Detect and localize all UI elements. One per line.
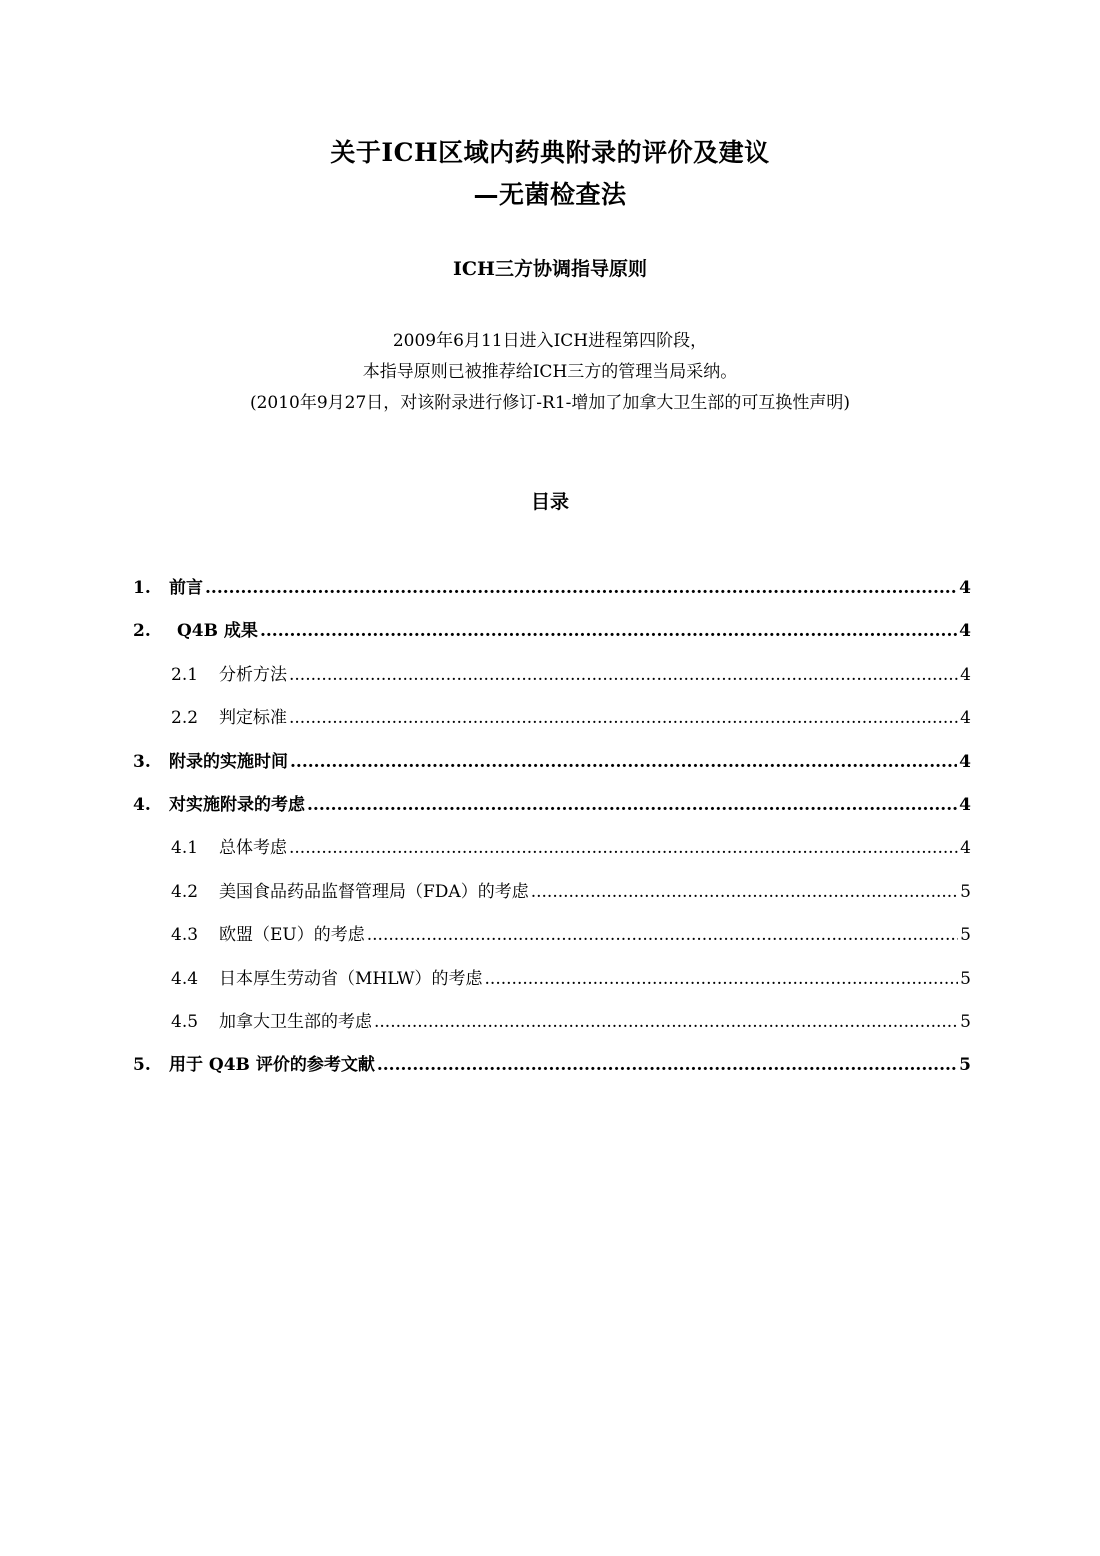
toc-entry-number: 4.2 xyxy=(171,881,199,902)
toc-entry-title: 前言 xyxy=(169,578,203,598)
toc-entry-title: 判定标准 xyxy=(219,708,287,729)
toc-dot-leader xyxy=(289,831,958,865)
toc-entry-3[interactable] xyxy=(133,745,971,788)
toc-entry-page: 5 xyxy=(959,1055,971,1076)
toc-entry-page: 4 xyxy=(960,708,971,729)
stage-line-2: 本指导原则已被推荐给ICH三方的管理当局采纳。 xyxy=(362,362,738,382)
toc-dot-leader xyxy=(205,571,957,605)
toc-entry-number: 4.1 xyxy=(171,838,199,859)
toc-entry-4-4[interactable] xyxy=(133,962,971,1005)
stage-statement xyxy=(0,326,1100,419)
toc-entry-number: 4.3 xyxy=(171,925,199,946)
toc-entry-number: 4. xyxy=(133,794,151,815)
toc-entry-page: 4 xyxy=(960,838,971,859)
stage-line-1: 2009年6月11日进入ICH进程第四阶段， xyxy=(392,331,708,351)
toc-entry-title: Q4B 成果 xyxy=(177,621,258,642)
table-of-contents xyxy=(133,571,971,1092)
toc-entry-2-2[interactable] xyxy=(133,701,971,744)
toc-dot-leader xyxy=(307,788,957,822)
toc-entry-number: 5. xyxy=(133,1055,151,1076)
toc-entry-2-1[interactable] xyxy=(133,658,971,701)
toc-entry-title: 附录的实施时间 xyxy=(169,751,288,772)
toc-entry-page: 5 xyxy=(960,968,971,989)
toc-entry-title: 美国食品药品监督管理局（FDA）的考虑 xyxy=(219,881,529,902)
toc-entry-1[interactable] xyxy=(133,571,971,614)
toc-entry-number: 4.5 xyxy=(171,1011,199,1032)
toc-entry-number: 3. xyxy=(133,751,151,772)
title-line-1: 关于ICH区域内药典附录的评价及建议 xyxy=(330,138,770,167)
toc-entry-page: 4 xyxy=(959,578,971,598)
document-title xyxy=(0,132,1100,216)
toc-entry-title: 用于 Q4B 评价的参考文献 xyxy=(169,1055,375,1076)
toc-entry-page: 4 xyxy=(959,621,971,642)
toc-entry-title: 分析方法 xyxy=(219,664,287,685)
toc-entry-page: 4 xyxy=(959,794,971,815)
toc-dot-leader xyxy=(289,701,958,735)
toc-entry-page: 4 xyxy=(960,664,971,685)
toc-entry-4[interactable] xyxy=(133,788,971,831)
toc-entry-4-3[interactable] xyxy=(133,918,971,961)
toc-dot-leader xyxy=(367,918,958,952)
title-line-2: —无菌检查法 xyxy=(473,180,627,209)
toc-dot-leader xyxy=(290,745,957,779)
toc-entry-2[interactable] xyxy=(133,614,971,657)
toc-dot-leader xyxy=(374,1005,958,1039)
toc-entry-page: 5 xyxy=(960,1011,971,1032)
toc-dot-leader xyxy=(485,962,959,996)
toc-entry-title: 日本厚生劳动省（MHLW）的考虑 xyxy=(219,968,483,989)
toc-entry-title: 总体考虑 xyxy=(219,838,287,859)
toc-entry-4-5[interactable] xyxy=(133,1005,971,1048)
toc-heading: 目录 xyxy=(530,491,569,513)
toc-entry-number: 2. xyxy=(133,621,151,642)
toc-entry-title: 欧盟（EU）的考虑 xyxy=(219,925,365,946)
toc-entry-page: 5 xyxy=(960,925,971,946)
toc-entry-number: 1. xyxy=(133,578,151,598)
toc-entry-title: 加拿大卫生部的考虑 xyxy=(219,1011,372,1032)
toc-entry-4-1[interactable] xyxy=(133,831,971,874)
toc-entry-number: 2.2 xyxy=(171,708,199,729)
toc-entry-4-2[interactable] xyxy=(133,875,971,918)
toc-dot-leader xyxy=(377,1048,957,1082)
toc-dot-leader xyxy=(289,658,958,692)
toc-entry-5[interactable] xyxy=(133,1048,971,1091)
toc-dot-leader xyxy=(260,614,957,648)
toc-entry-title: 对实施附录的考虑 xyxy=(169,794,305,815)
toc-entry-page: 5 xyxy=(960,881,971,902)
toc-entry-number: 4.4 xyxy=(171,968,199,989)
toc-entry-page: 4 xyxy=(959,751,971,772)
toc-dot-leader xyxy=(531,875,958,909)
toc-entry-number: 2.1 xyxy=(171,664,199,685)
document-subtitle: ICH三方协调指导原则 xyxy=(453,258,647,280)
stage-line-3: (2010年9月27日，对该附录进行修订-R1-增加了加拿大卫生部的可互换性声明) xyxy=(249,393,851,413)
